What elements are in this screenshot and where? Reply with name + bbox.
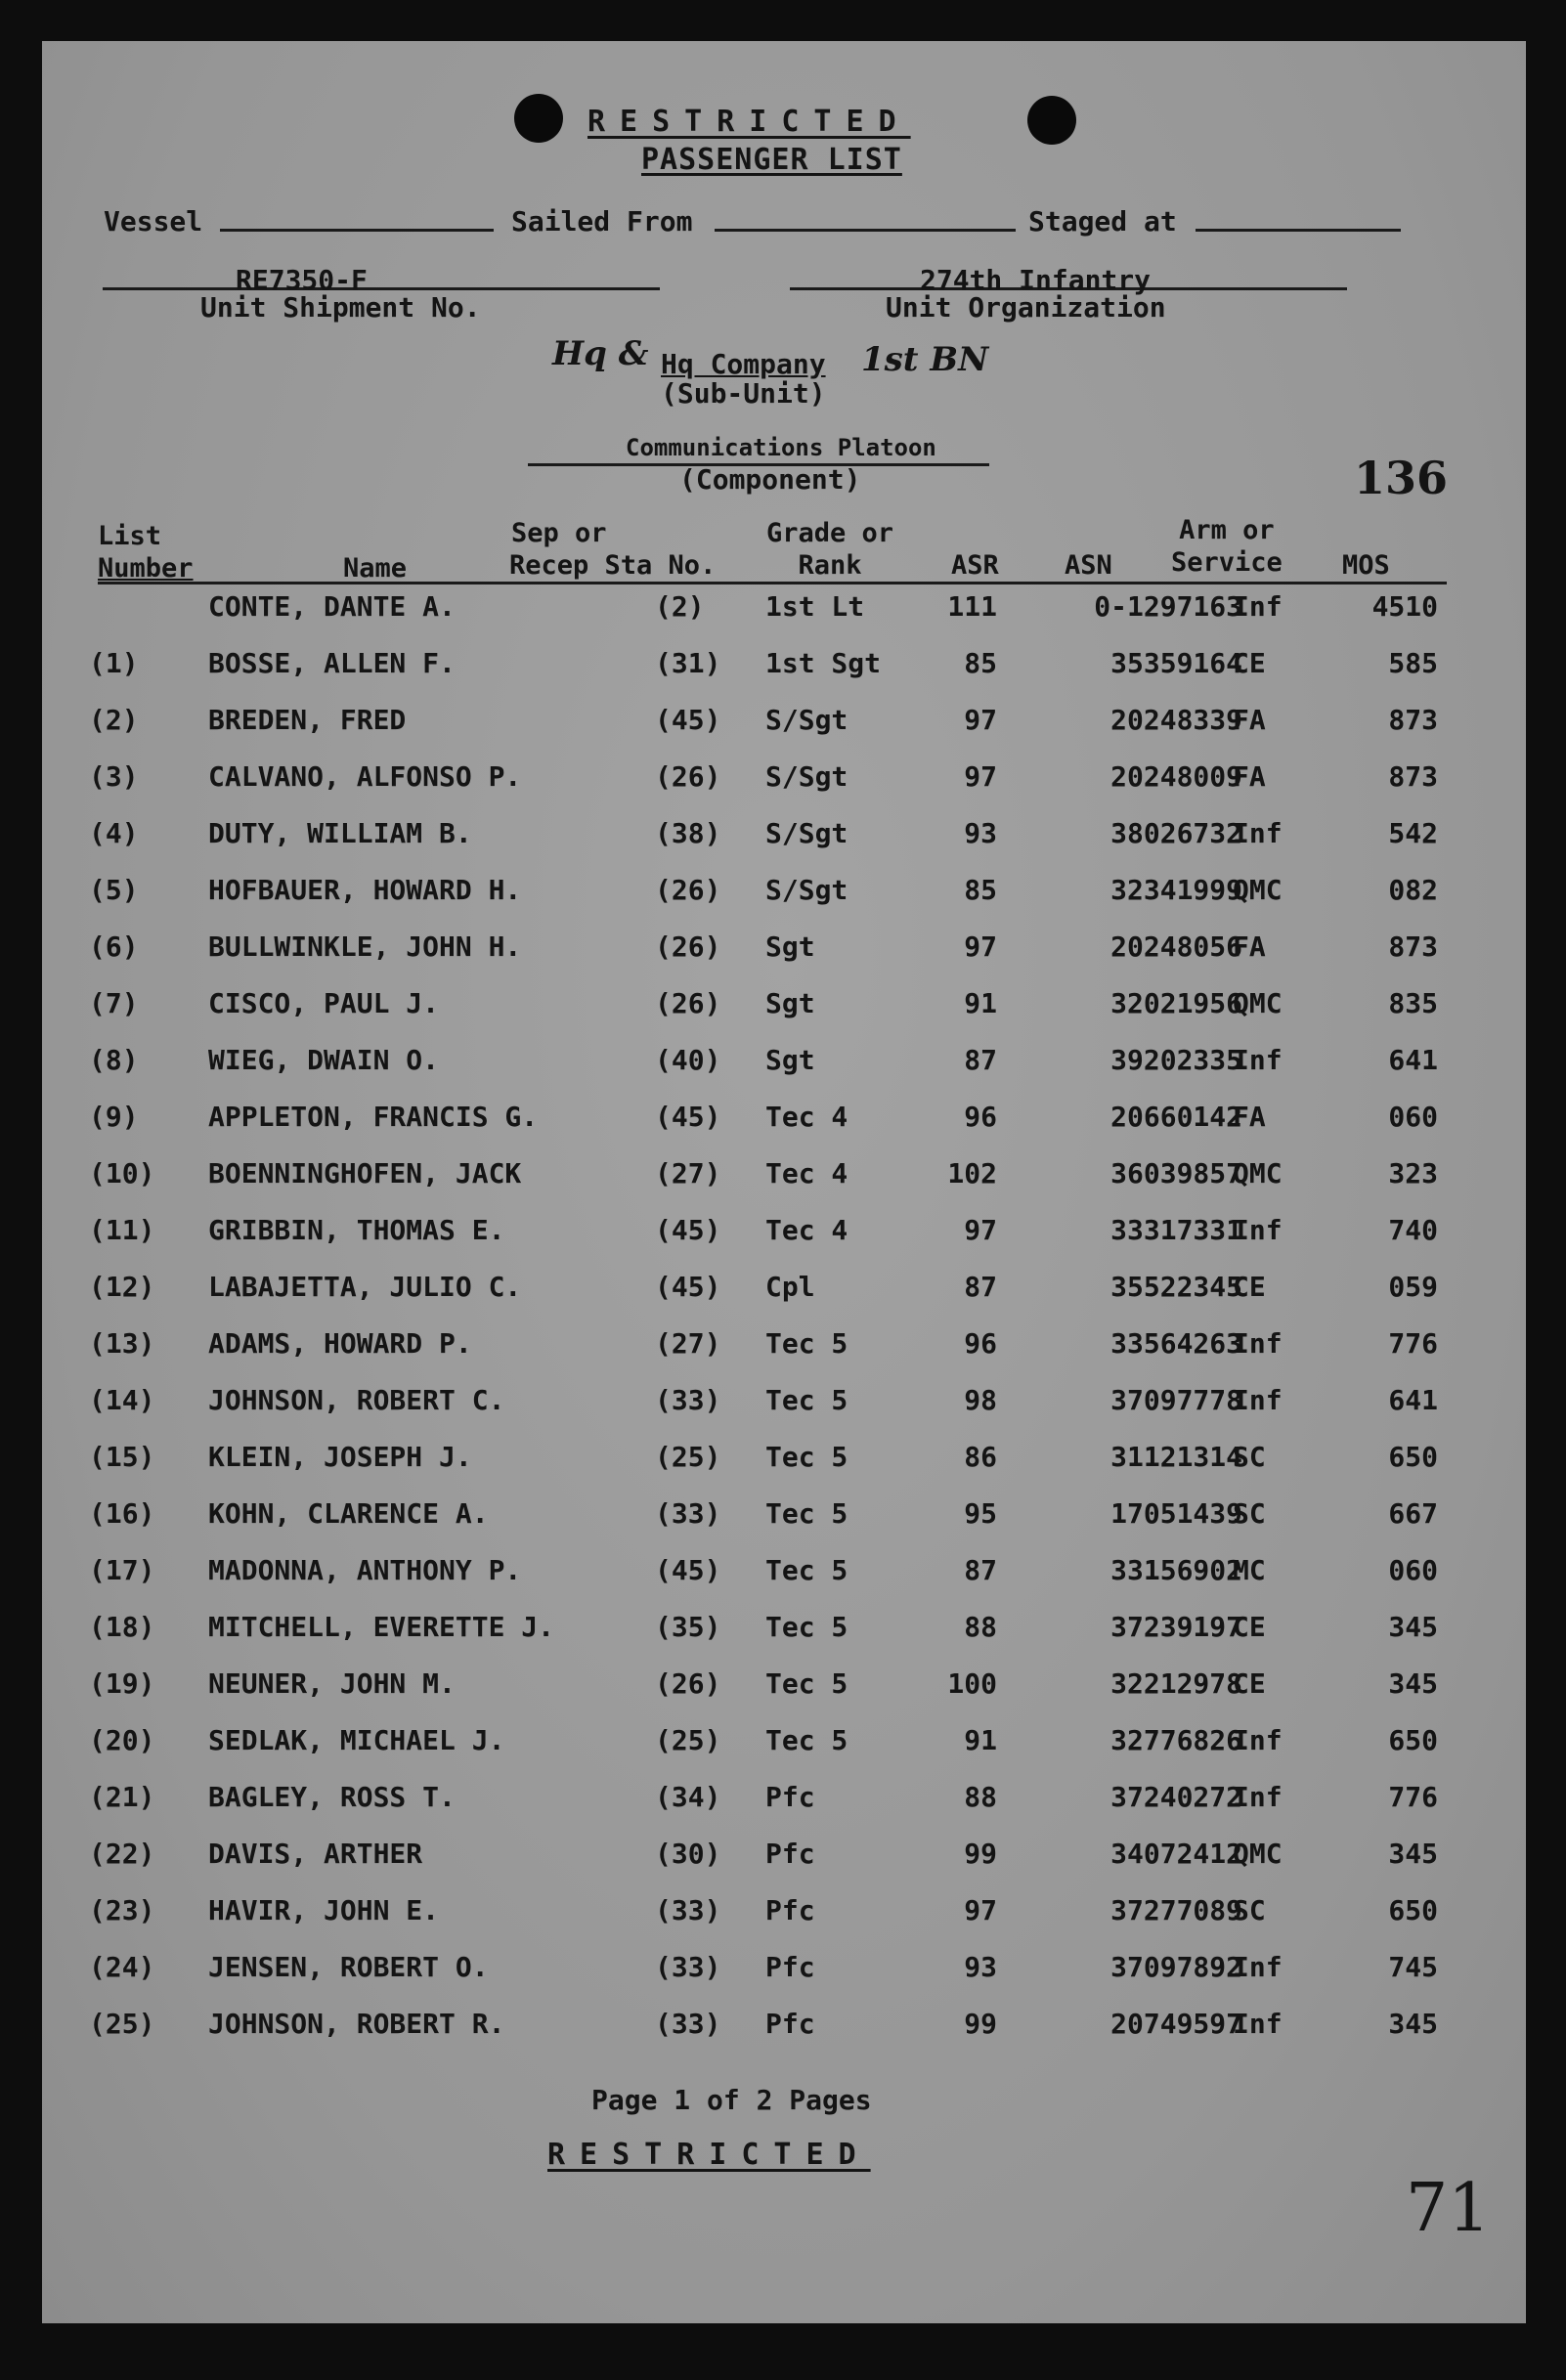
cell-list-number: (12): [89, 1271, 155, 1303]
cell-grade: Sgt: [765, 1044, 815, 1076]
cell-name: HAVIR, JOHN E.: [208, 1894, 440, 1926]
cell-grade: Pfc: [765, 1951, 815, 1983]
cell-list-number: (6): [89, 930, 139, 963]
cell-name: JENSEN, ROBERT O.: [208, 1951, 489, 1983]
cell-grade: Pfc: [765, 2008, 815, 2040]
cell-station: (45): [655, 704, 721, 736]
cell-mos: 776: [1388, 1327, 1438, 1360]
cell-asr: 100: [947, 1667, 997, 1700]
cell-station: (34): [655, 1781, 721, 1813]
cell-mos: 835: [1388, 987, 1438, 1019]
cell-mos: 650: [1388, 1724, 1438, 1756]
cell-list-number: (3): [89, 760, 139, 793]
cell-grade: Tec 5: [765, 1724, 848, 1756]
punch-hole-right: [1027, 96, 1076, 145]
cell-asr: 86: [964, 1441, 997, 1473]
cell-asn: 37097892: [1110, 1951, 1242, 1983]
cell-name: KLEIN, JOSEPH J.: [208, 1441, 472, 1473]
col-grade-line2: Rank: [798, 550, 862, 581]
cell-mos: 345: [1388, 1611, 1438, 1643]
cell-arm: QMC: [1233, 987, 1283, 1019]
staged-at-blank: [1196, 229, 1401, 232]
cell-asr: 97: [964, 1214, 997, 1246]
cell-arm: Inf: [1233, 1951, 1283, 1983]
cell-station: (31): [655, 647, 721, 679]
cell-grade: Pfc: [765, 1781, 815, 1813]
cell-station: (45): [655, 1554, 721, 1586]
cell-name: BREDEN, FRED: [208, 704, 407, 736]
cell-arm: SC: [1233, 1497, 1266, 1530]
page-stamp-number: 136: [1354, 452, 1449, 504]
cell-grade: Cpl: [765, 1271, 815, 1303]
cell-name: MADONNA, ANTHONY P.: [208, 1554, 522, 1586]
cell-name: BOENNINGHOFEN, JACK: [208, 1157, 522, 1190]
cell-station: (35): [655, 1611, 721, 1643]
cell-asn: 20248056: [1110, 930, 1242, 963]
cell-grade: S/Sgt: [765, 704, 848, 736]
cell-arm: Inf: [1233, 1214, 1283, 1246]
cell-list-number: (9): [89, 1101, 139, 1133]
cell-grade: Pfc: [765, 1894, 815, 1926]
cell-list-number: (8): [89, 1044, 139, 1076]
cell-asn: 32341999: [1110, 874, 1242, 906]
cell-mos: 740: [1388, 1214, 1438, 1246]
cell-grade: S/Sgt: [765, 760, 848, 793]
cell-list-number: (23): [89, 1894, 155, 1926]
cell-mos: 873: [1388, 930, 1438, 963]
cell-list-number: (1): [89, 647, 139, 679]
cell-grade: Tec 5: [765, 1554, 848, 1586]
cell-asr: 93: [964, 817, 997, 849]
cell-asn: 36039857: [1110, 1157, 1242, 1190]
cell-list-number: (4): [89, 817, 139, 849]
cell-asn: 20248009: [1110, 760, 1242, 793]
cell-asr: 88: [964, 1781, 997, 1813]
cell-arm: CE: [1233, 1611, 1266, 1643]
table-row: [42, 1667, 1526, 1724]
cell-grade: Sgt: [765, 987, 815, 1019]
cell-station: (30): [655, 1838, 721, 1870]
cell-asn: 17051439: [1110, 1497, 1242, 1530]
cell-list-number: (16): [89, 1497, 155, 1530]
cell-arm: Inf: [1233, 2008, 1283, 2040]
cell-list-number: (15): [89, 1441, 155, 1473]
col-arm-line2: Service: [1171, 547, 1283, 578]
cell-mos: 060: [1388, 1554, 1438, 1586]
cell-station: (25): [655, 1724, 721, 1756]
cell-station: (26): [655, 987, 721, 1019]
cell-grade: S/Sgt: [765, 817, 848, 849]
table-row: [42, 1101, 1526, 1157]
col-sep-station-line1: Sep or: [511, 518, 607, 548]
col-name: Name: [343, 553, 408, 584]
table-row: [42, 1781, 1526, 1838]
cell-asn: 31121314: [1110, 1441, 1242, 1473]
unit-shipment-value: RE7350-F: [236, 264, 368, 296]
handwritten-page-number: 71: [1406, 2170, 1491, 2247]
cell-station: (38): [655, 817, 721, 849]
cell-asr: 99: [964, 1838, 997, 1870]
cell-list-number: (20): [89, 1724, 155, 1756]
cell-name: APPLETON, FRANCIS G.: [208, 1101, 539, 1133]
cell-asr: 85: [964, 874, 997, 906]
cell-list-number: (11): [89, 1214, 155, 1246]
col-asr: ASR: [951, 550, 999, 581]
cell-station: (45): [655, 1214, 721, 1246]
cell-list-number: (18): [89, 1611, 155, 1643]
cell-asn: 35359164: [1110, 647, 1242, 679]
cell-arm: MC: [1233, 1554, 1266, 1586]
sub-unit-handwritten-suffix: 1st BN: [861, 340, 989, 379]
cell-grade: Tec 5: [765, 1441, 848, 1473]
table-row: [42, 1384, 1526, 1441]
table-row: [42, 1271, 1526, 1327]
cell-name: ADAMS, HOWARD P.: [208, 1327, 472, 1360]
unit-shipment-line: [103, 287, 660, 290]
cell-asr: 99: [964, 2008, 997, 2040]
cell-mos: 667: [1388, 1497, 1438, 1530]
cell-name: BAGLEY, ROSS T.: [208, 1781, 456, 1813]
table-row: [42, 987, 1526, 1044]
cell-name: DAVIS, ARTHER: [208, 1838, 423, 1870]
cell-list-number: (17): [89, 1554, 155, 1586]
cell-name: CONTE, DANTE A.: [208, 590, 456, 623]
cell-asr: 97: [964, 1894, 997, 1926]
cell-asr: 96: [964, 1327, 997, 1360]
cell-arm: Inf: [1233, 590, 1283, 623]
cell-name: BULLWINKLE, JOHN H.: [208, 930, 522, 963]
cell-station: (33): [655, 2008, 721, 2040]
cell-station: (26): [655, 1667, 721, 1700]
cell-station: (33): [655, 1951, 721, 1983]
cell-asn: 32212978: [1110, 1667, 1242, 1700]
cell-list-number: (21): [89, 1781, 155, 1813]
table-row: [42, 1044, 1526, 1101]
cell-arm: Inf: [1233, 1384, 1283, 1416]
cell-asr: 87: [964, 1044, 997, 1076]
col-asn: ASN: [1065, 550, 1112, 581]
cell-name: JOHNSON, ROBERT R.: [208, 2008, 505, 2040]
cell-name: NEUNER, JOHN M.: [208, 1667, 456, 1700]
cell-station: (33): [655, 1384, 721, 1416]
cell-name: LABAJETTA, JULIO C.: [208, 1271, 522, 1303]
unit-org-label: Unit Organization: [886, 291, 1166, 324]
cell-mos: 060: [1388, 1101, 1438, 1133]
cell-mos: 059: [1388, 1271, 1438, 1303]
cell-arm: Inf: [1233, 1724, 1283, 1756]
restricted-footer: RESTRICTED: [547, 2138, 871, 2172]
sub-unit-label: (Sub-Unit): [661, 377, 826, 410]
cell-grade: Tec 5: [765, 1497, 848, 1530]
table-row: [42, 704, 1526, 760]
cell-arm: FA: [1233, 930, 1266, 963]
cell-mos: 345: [1388, 1838, 1438, 1870]
cell-asr: 91: [964, 987, 997, 1019]
cell-list-number: (25): [89, 2008, 155, 2040]
cell-arm: Inf: [1233, 1044, 1283, 1076]
cell-arm: CE: [1233, 1271, 1266, 1303]
cell-asn: 32021956: [1110, 987, 1242, 1019]
cell-grade: Tec 4: [765, 1101, 848, 1133]
col-grade: [766, 517, 893, 582]
sailed-from-label: Sailed From: [511, 205, 693, 238]
col-list-number: [98, 520, 194, 584]
cell-asr: 85: [964, 647, 997, 679]
cell-asn: 20749597: [1110, 2008, 1242, 2040]
sub-unit-value: Hq Company: [661, 348, 826, 380]
cell-asr: 91: [964, 1724, 997, 1756]
cell-grade: Tec 5: [765, 1327, 848, 1360]
cell-mos: 650: [1388, 1441, 1438, 1473]
cell-grade: Tec 5: [765, 1611, 848, 1643]
cell-asr: 95: [964, 1497, 997, 1530]
cell-grade: 1st Lt: [765, 590, 865, 623]
cell-asn: 34072412: [1110, 1838, 1242, 1870]
col-arm-service: [1171, 514, 1283, 579]
table-row: [42, 930, 1526, 987]
cell-mos: 776: [1388, 1781, 1438, 1813]
cell-list-number: (14): [89, 1384, 155, 1416]
cell-asr: 87: [964, 1271, 997, 1303]
cell-station: (25): [655, 1441, 721, 1473]
cell-asn: 33564263: [1110, 1327, 1242, 1360]
cell-station: (2): [655, 590, 705, 623]
cell-grade: Tec 5: [765, 1384, 848, 1416]
restricted-header: RESTRICTED: [587, 105, 911, 139]
cell-arm: QMC: [1233, 1157, 1283, 1190]
col-sep-station-line2: Recep Sta No.: [509, 550, 717, 581]
cell-name: HOFBAUER, HOWARD H.: [208, 874, 522, 906]
table-row: [42, 2008, 1526, 2064]
cell-station: (33): [655, 1497, 721, 1530]
col-sep-station: [509, 517, 716, 582]
table-row: [42, 1838, 1526, 1894]
cell-station: (45): [655, 1271, 721, 1303]
cell-mos: 873: [1388, 704, 1438, 736]
cell-asn: 35522345: [1110, 1271, 1242, 1303]
table-row: [42, 1611, 1526, 1667]
cell-asn: 33156902: [1110, 1554, 1242, 1586]
cell-list-number: (24): [89, 1951, 155, 1983]
cell-name: MITCHELL, EVERETTE J.: [208, 1611, 555, 1643]
cell-arm: Inf: [1233, 1781, 1283, 1813]
cell-grade: Tec 5: [765, 1667, 848, 1700]
cell-asn: 20660142: [1110, 1101, 1242, 1133]
table-row: [42, 647, 1526, 704]
cell-asn: 37097778: [1110, 1384, 1242, 1416]
cell-arm: Inf: [1233, 1327, 1283, 1360]
cell-mos: 082: [1388, 874, 1438, 906]
cell-arm: CE: [1233, 647, 1266, 679]
cell-arm: FA: [1233, 704, 1266, 736]
document-title: PASSENGER LIST: [641, 143, 902, 177]
cell-asr: 88: [964, 1611, 997, 1643]
col-list-number-line2: Number: [98, 553, 194, 584]
cell-name: CISCO, PAUL J.: [208, 987, 440, 1019]
header-underline: [98, 582, 1447, 584]
col-mos: MOS: [1342, 550, 1390, 581]
table-row: [42, 1157, 1526, 1214]
cell-asr: 111: [947, 590, 997, 623]
cell-grade: Tec 4: [765, 1214, 848, 1246]
cell-mos: 345: [1388, 1667, 1438, 1700]
cell-arm: CE: [1233, 1667, 1266, 1700]
cell-mos: 323: [1388, 1157, 1438, 1190]
cell-name: CALVANO, ALFONSO P.: [208, 760, 522, 793]
unit-org-value: 274th Infantry: [920, 264, 1152, 296]
cell-asn: 37240272: [1110, 1781, 1242, 1813]
table-row: [42, 590, 1526, 647]
cell-mos: 650: [1388, 1894, 1438, 1926]
cell-asn: 32776826: [1110, 1724, 1242, 1756]
cell-mos: 542: [1388, 817, 1438, 849]
cell-name: DUTY, WILLIAM B.: [208, 817, 472, 849]
cell-asn: 33317331: [1110, 1214, 1242, 1246]
cell-name: KOHN, CLARENCE A.: [208, 1497, 489, 1530]
table-row: [42, 1441, 1526, 1497]
cell-station: (45): [655, 1101, 721, 1133]
col-grade-line1: Grade or: [766, 518, 894, 548]
sailed-from-blank: [715, 229, 1016, 232]
col-list-number-line1: List: [98, 521, 162, 551]
cell-station: (40): [655, 1044, 721, 1076]
cell-station: (27): [655, 1157, 721, 1190]
cell-mos: 345: [1388, 2008, 1438, 2040]
cell-station: (33): [655, 1894, 721, 1926]
cell-list-number: (13): [89, 1327, 155, 1360]
cell-asn: 37277089: [1110, 1894, 1242, 1926]
cell-asr: 102: [947, 1157, 997, 1190]
cell-asn: 0-1297163: [1094, 590, 1242, 623]
cell-arm: SC: [1233, 1441, 1266, 1473]
table-row: [42, 1214, 1526, 1271]
document-sheet: [42, 41, 1526, 2323]
cell-name: SEDLAK, MICHAEL J.: [208, 1724, 505, 1756]
cell-asr: 93: [964, 1951, 997, 1983]
cell-mos: 585: [1388, 647, 1438, 679]
table-row: [42, 1951, 1526, 2008]
cell-list-number: (10): [89, 1157, 155, 1190]
sub-unit-handwritten-prefix: Hq &: [552, 334, 649, 373]
vessel-label: Vessel: [104, 205, 203, 238]
cell-arm: QMC: [1233, 1838, 1283, 1870]
table-row: [42, 1724, 1526, 1781]
vessel-blank: [220, 229, 494, 232]
punch-hole-left: [514, 94, 563, 143]
cell-asr: 97: [964, 704, 997, 736]
cell-grade: Sgt: [765, 930, 815, 963]
cell-asn: 20248339: [1110, 704, 1242, 736]
cell-asr: 98: [964, 1384, 997, 1416]
cell-name: WIEG, DWAIN O.: [208, 1044, 440, 1076]
table-row: [42, 1554, 1526, 1611]
cell-asn: 38026732: [1110, 817, 1242, 849]
table-row: [42, 1894, 1526, 1951]
staged-at-label: Staged at: [1028, 205, 1177, 238]
cell-arm: FA: [1233, 1101, 1266, 1133]
cell-list-number: (2): [89, 704, 139, 736]
table-row: [42, 874, 1526, 930]
cell-station: (26): [655, 930, 721, 963]
cell-asr: 97: [964, 930, 997, 963]
col-arm-line1: Arm or: [1179, 515, 1275, 545]
cell-list-number: (19): [89, 1667, 155, 1700]
cell-mos: 873: [1388, 760, 1438, 793]
cell-arm: SC: [1233, 1894, 1266, 1926]
cell-mos: 4510: [1371, 590, 1438, 623]
table-row: [42, 1497, 1526, 1554]
cell-asn: 37239197: [1110, 1611, 1242, 1643]
cell-grade: 1st Sgt: [765, 647, 882, 679]
cell-name: GRIBBIN, THOMAS E.: [208, 1214, 505, 1246]
cell-asn: 39202335: [1110, 1044, 1242, 1076]
cell-list-number: (22): [89, 1838, 155, 1870]
cell-station: (27): [655, 1327, 721, 1360]
cell-station: (26): [655, 874, 721, 906]
page-count-text: Page 1 of 2 Pages: [591, 2084, 872, 2116]
cell-arm: Inf: [1233, 817, 1283, 849]
cell-name: BOSSE, ALLEN F.: [208, 647, 456, 679]
cell-mos: 641: [1388, 1384, 1438, 1416]
cell-asr: 87: [964, 1554, 997, 1586]
cell-mos: 745: [1388, 1951, 1438, 1983]
table-row: [42, 1327, 1526, 1384]
unit-shipment-label: Unit Shipment No.: [200, 291, 481, 324]
cell-arm: FA: [1233, 760, 1266, 793]
component-value: Communications Platoon: [626, 434, 936, 461]
cell-asr: 96: [964, 1101, 997, 1133]
cell-station: (26): [655, 760, 721, 793]
cell-arm: QMC: [1233, 874, 1283, 906]
cell-list-number: (5): [89, 874, 139, 906]
cell-grade: S/Sgt: [765, 874, 848, 906]
table-row: [42, 760, 1526, 817]
cell-name: JOHNSON, ROBERT C.: [208, 1384, 505, 1416]
cell-mos: 641: [1388, 1044, 1438, 1076]
cell-grade: Tec 4: [765, 1157, 848, 1190]
cell-asr: 97: [964, 760, 997, 793]
table-row: [42, 817, 1526, 874]
cell-grade: Pfc: [765, 1838, 815, 1870]
cell-list-number: (7): [89, 987, 139, 1019]
component-label: (Component): [679, 463, 861, 496]
